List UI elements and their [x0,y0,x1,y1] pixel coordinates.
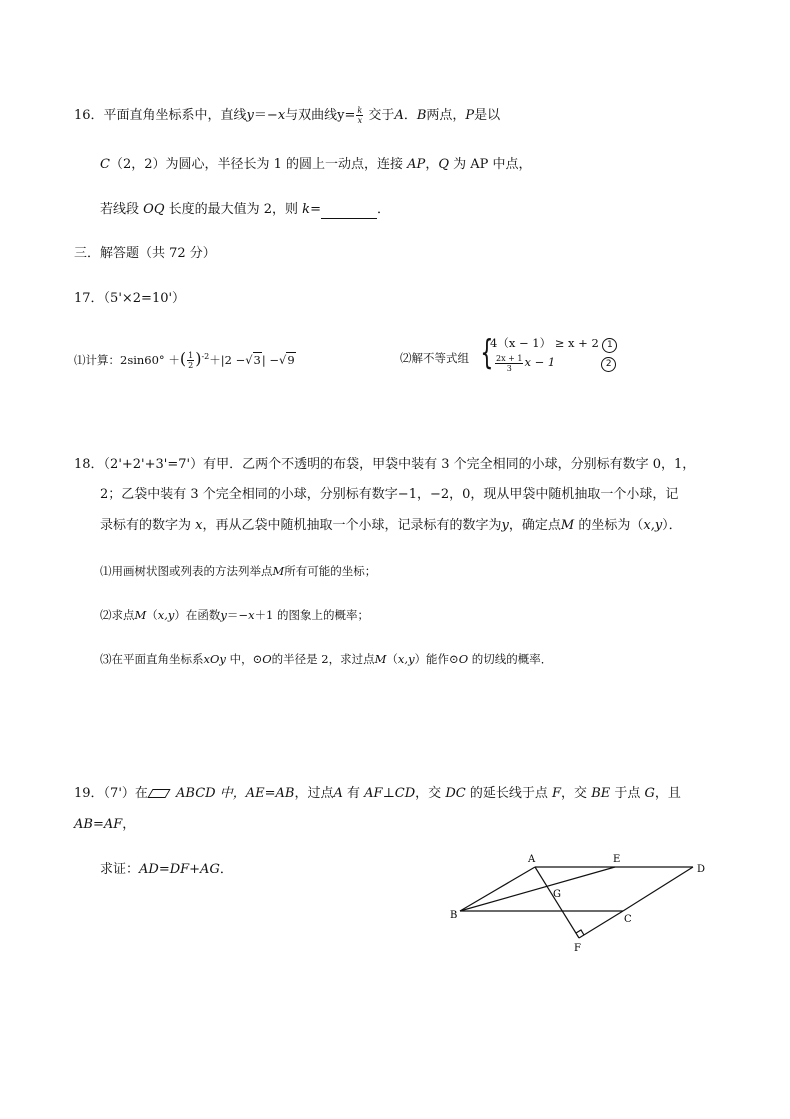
q16-text: 16．平面直角坐标系中，直线 [74,108,247,123]
fig-label-G: G [553,889,561,900]
fraction-one-half [187,351,194,370]
var-y: y [501,518,509,533]
paren-close: ) [195,348,202,368]
q18-sub2 [100,606,369,624]
q17-part1 [74,348,296,370]
var-x: x [195,518,203,533]
point-O: O [262,652,272,666]
parallelogram-icon [147,789,170,798]
q16-line3 [100,201,390,219]
circled-number-icon: 2 [601,357,616,372]
segment-CD: CD [394,786,416,801]
frac-num: 1 [188,351,194,361]
left-brace-icon: { [480,333,494,373]
q18-text: （ [386,652,398,666]
point-C: C [100,157,110,172]
point-G: G [644,786,655,801]
q19-text: ，且 [654,786,681,801]
q16-text: ＝− [253,108,278,123]
section-heading: 三．解答题（共 72 分） [74,246,216,261]
q18-text: 的半径是 2，求过点 [271,652,375,666]
q18-line3 [100,517,682,535]
circled-number-icon: 1 [602,338,617,353]
q18-sub1 [100,562,376,580]
point-M: M [374,652,387,666]
fig-label-D: D [697,864,706,875]
answer-blank[interactable] [321,205,377,219]
q19-text: 于点 [614,786,641,801]
q19-text: ABCD 中， [176,786,246,801]
segment-CF [579,911,623,938]
sqrt-icon: √ [245,352,253,367]
q18-text: ）． [662,518,682,533]
q16-text: 若线段 [100,202,140,217]
fig-label-F: F [574,943,581,954]
q17-p1-text: 2sin60° ＋ [120,352,180,367]
q18-text: ，再从乙袋中随机抽取一个小球，记录标有的数字为 [202,518,502,533]
segment-AB [460,867,535,911]
segment-OQ: OQ [143,202,165,217]
q19-prove [100,861,233,879]
q18-line1: 18．（2'+2'+3'=7'）有甲．乙两个不透明的布袋，甲袋中装有 3 个完全相同的小球，分别标有数字 0，1， [74,457,696,472]
frac-num: 2x + 1 [496,353,523,363]
q17-p2-label: ⑵解不等式组 [400,351,469,365]
point-O: O [458,652,469,666]
fig-label-E: E [613,854,621,865]
q19-text: ， [122,817,136,832]
point-M: M [272,564,285,578]
segment-DC: DC [445,786,466,801]
segment-BE: BE [591,786,611,801]
geometry-figure [440,845,730,960]
q19-line1 [74,785,681,803]
q16-text: y= [337,108,356,123]
fig-label-A: A [528,854,536,865]
q18-text: ）能作⊙ [414,652,459,666]
q16-text: ， [425,157,439,172]
point-A: A [333,786,343,801]
segment-BE [460,867,615,911]
point-F: F [552,786,562,801]
paren-open: ( [179,348,187,368]
q17-p1-text: | − [261,352,280,367]
q19-text: ． [219,862,233,877]
fraction-k-over-x [356,106,363,125]
q16-text: 交于 [368,108,395,123]
segment-CD [623,867,693,911]
q16-text: ． [403,108,417,123]
q18-sub3 [100,650,552,668]
q19-line2 [74,816,135,834]
q18-text: ＋1 的图象上的概率； [254,608,370,622]
q16-text: = [310,202,321,217]
point-B: B [416,108,427,123]
q18-text: ）在函数 [174,608,221,622]
point-Q: Q [438,157,449,172]
q19-text: ，过点 [294,786,334,801]
q19-text: 19．（7'）在 [74,786,148,801]
q19-text: AB=AF [74,817,123,832]
q18-line2: 2；乙袋中装有 3 个完全相同的小球，分别标有数字−1，−2，0，现从甲袋中随机抽取一个小球，记 [100,487,679,502]
sqrt-icon: √ [279,352,287,367]
exponent: -2 [201,352,210,361]
q17-p2-line2 [494,353,616,373]
fig-label-C: C [624,914,632,925]
q18-text: 所有可能的坐标； [284,564,377,578]
fig-label-B: B [450,910,458,921]
point-M: M [560,518,575,533]
q18-text: ⑶在平面直角坐标系 [100,652,204,666]
var-xy: x,y [643,518,663,533]
q16-line1 [74,106,500,125]
q18-text: 的坐标为（ [578,518,644,533]
q16-text: 两点， [426,108,466,123]
q16-text: 为 AP 中点， [453,157,532,172]
q18-text: （ [146,608,158,622]
q18-text: 录标有的数字为 [100,518,192,533]
q19-text: ，交 [415,786,442,801]
var-k: k [302,202,311,217]
fraction-2x1-over-3 [495,354,523,373]
q17-p2-line1 [490,334,617,353]
var-x: x [277,108,286,123]
sqrt-3: 3 [253,352,261,367]
var-xy: x,y [157,608,175,622]
q16-text: ． [376,202,390,217]
q18-text: ⑴用画树状图或列表的方法列举点 [100,564,273,578]
q17-p1-label: ⑴计算： [74,352,120,367]
q19-text: 的延长线于点 [469,786,548,801]
point-M: M [134,608,147,622]
segment-AF: AF [364,786,383,801]
q16-text: 长度的最大值为 2，则 [168,202,299,217]
var-xy: x,y [397,652,415,666]
q17-p1-text: ＋|2 − [209,352,246,367]
q19-text: ，交 [561,786,588,801]
point-P: P [465,108,475,123]
q19-text: AD=DF+AG [139,862,220,877]
q18-text: 的切线的概率． [471,652,553,666]
q18-text: ⑵求点 [100,608,135,622]
frac-num: k [357,106,363,115]
sqrt-9: 9 [287,352,295,367]
q18-text: ，确定点 [508,518,561,533]
perp-icon: ⊥ [382,786,395,801]
frac-den: 3 [506,363,512,373]
frac-den: 2 [188,361,194,371]
q17-title: 17．（5'×2=10'） [74,291,186,306]
var-xOy: xOy [203,652,226,666]
inequality-1: 4（x − 1） ≥ x + 2 [490,336,599,350]
q16-text: （2，2）为圆心，半径长为 1 的圆上一动点，连接 [109,157,404,172]
var-y: y [246,108,254,123]
point-A: A [394,108,404,123]
q16-text: 是以 [474,108,501,123]
inequality-2: x − 1 [524,355,556,369]
segment-AP: AP [407,157,426,172]
segment-AF [535,867,579,938]
q16-text: 与双曲线 [285,108,338,123]
frac-den: x [357,116,363,125]
q16-line2 [100,156,532,174]
q18-text: ＝− [226,608,249,622]
var-x: x [248,608,255,622]
q19-text: 求证： [100,862,140,877]
q18-text: 中，⊙ [229,652,263,666]
var-y: y [220,608,227,622]
q19-text: 有 [346,786,360,801]
q19-text: AE=AB [245,786,295,801]
